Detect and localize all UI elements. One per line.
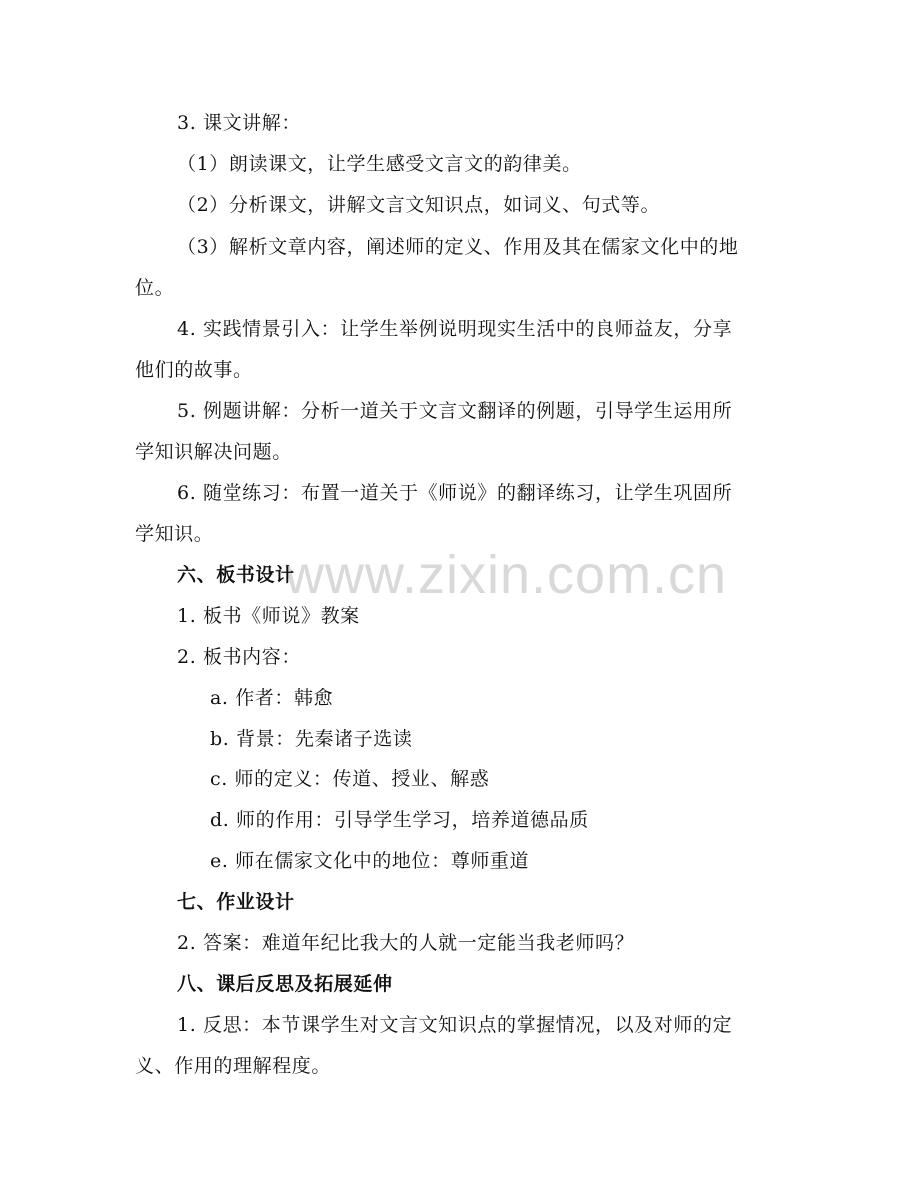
step-6-cont: 学知识。 <box>135 523 214 545</box>
step-5-cont: 学知识解决问题。 <box>135 441 292 463</box>
step-4: 4. 实践情景引入：让学生举例说明现实生活中的良师益友，分享 <box>177 318 733 340</box>
reflection-item-1-cont: 义、作用的理解程度。 <box>135 1055 332 1077</box>
section-heading-board-design: 六、板书设计 <box>177 564 295 586</box>
homework-answer: 2. 答案：难道年纪比我大的人就一定能当我老师吗？ <box>177 932 635 954</box>
step-3-item-3: （3）解析文章内容，阐述师的定义、作用及其在儒家文化中的地 <box>177 236 739 258</box>
reflection-item-1: 1. 反思：本节课学生对文言文知识点的掌握情况，以及对师的定 <box>177 1014 733 1036</box>
step-3-item-3-cont: 位。 <box>135 277 175 299</box>
section-heading-reflection: 八、课后反思及拓展延伸 <box>177 973 393 995</box>
board-subitem-c: c. 师的定义：传道、授业、解惑 <box>210 768 490 790</box>
board-subitem-a: a. 作者：韩愈 <box>210 687 334 709</box>
step-3-item-1: （1）朗读课文，让学生感受文言文的韵律美。 <box>177 153 582 175</box>
watermark: www.zixin.com.cn <box>285 545 728 605</box>
step-3-item-2: （2）分析课文，讲解文言文知识点，如词义、句式等。 <box>177 194 661 216</box>
board-subitem-b: b. 背景：先秦诸子选读 <box>210 728 413 750</box>
board-item-1: 1. 板书《师说》教案 <box>177 605 360 627</box>
board-subitem-d: d. 师的作用：引导学生学习，培养道德品质 <box>210 809 589 831</box>
step-4-cont: 他们的故事。 <box>135 359 253 381</box>
board-subitem-e: e. 师在儒家文化中的地位：尊师重道 <box>210 850 530 872</box>
step-6: 6. 随堂练习：布置一道关于《师说》的翻译练习，让学生巩固所 <box>177 482 733 504</box>
step-5: 5. 例题讲解：分析一道关于文言文翻译的例题，引导学生运用所 <box>177 400 733 422</box>
step-3-heading: 3. 课文讲解： <box>177 112 301 134</box>
board-item-2: 2. 板书内容： <box>177 646 301 668</box>
section-heading-homework: 七、作业设计 <box>177 891 295 913</box>
